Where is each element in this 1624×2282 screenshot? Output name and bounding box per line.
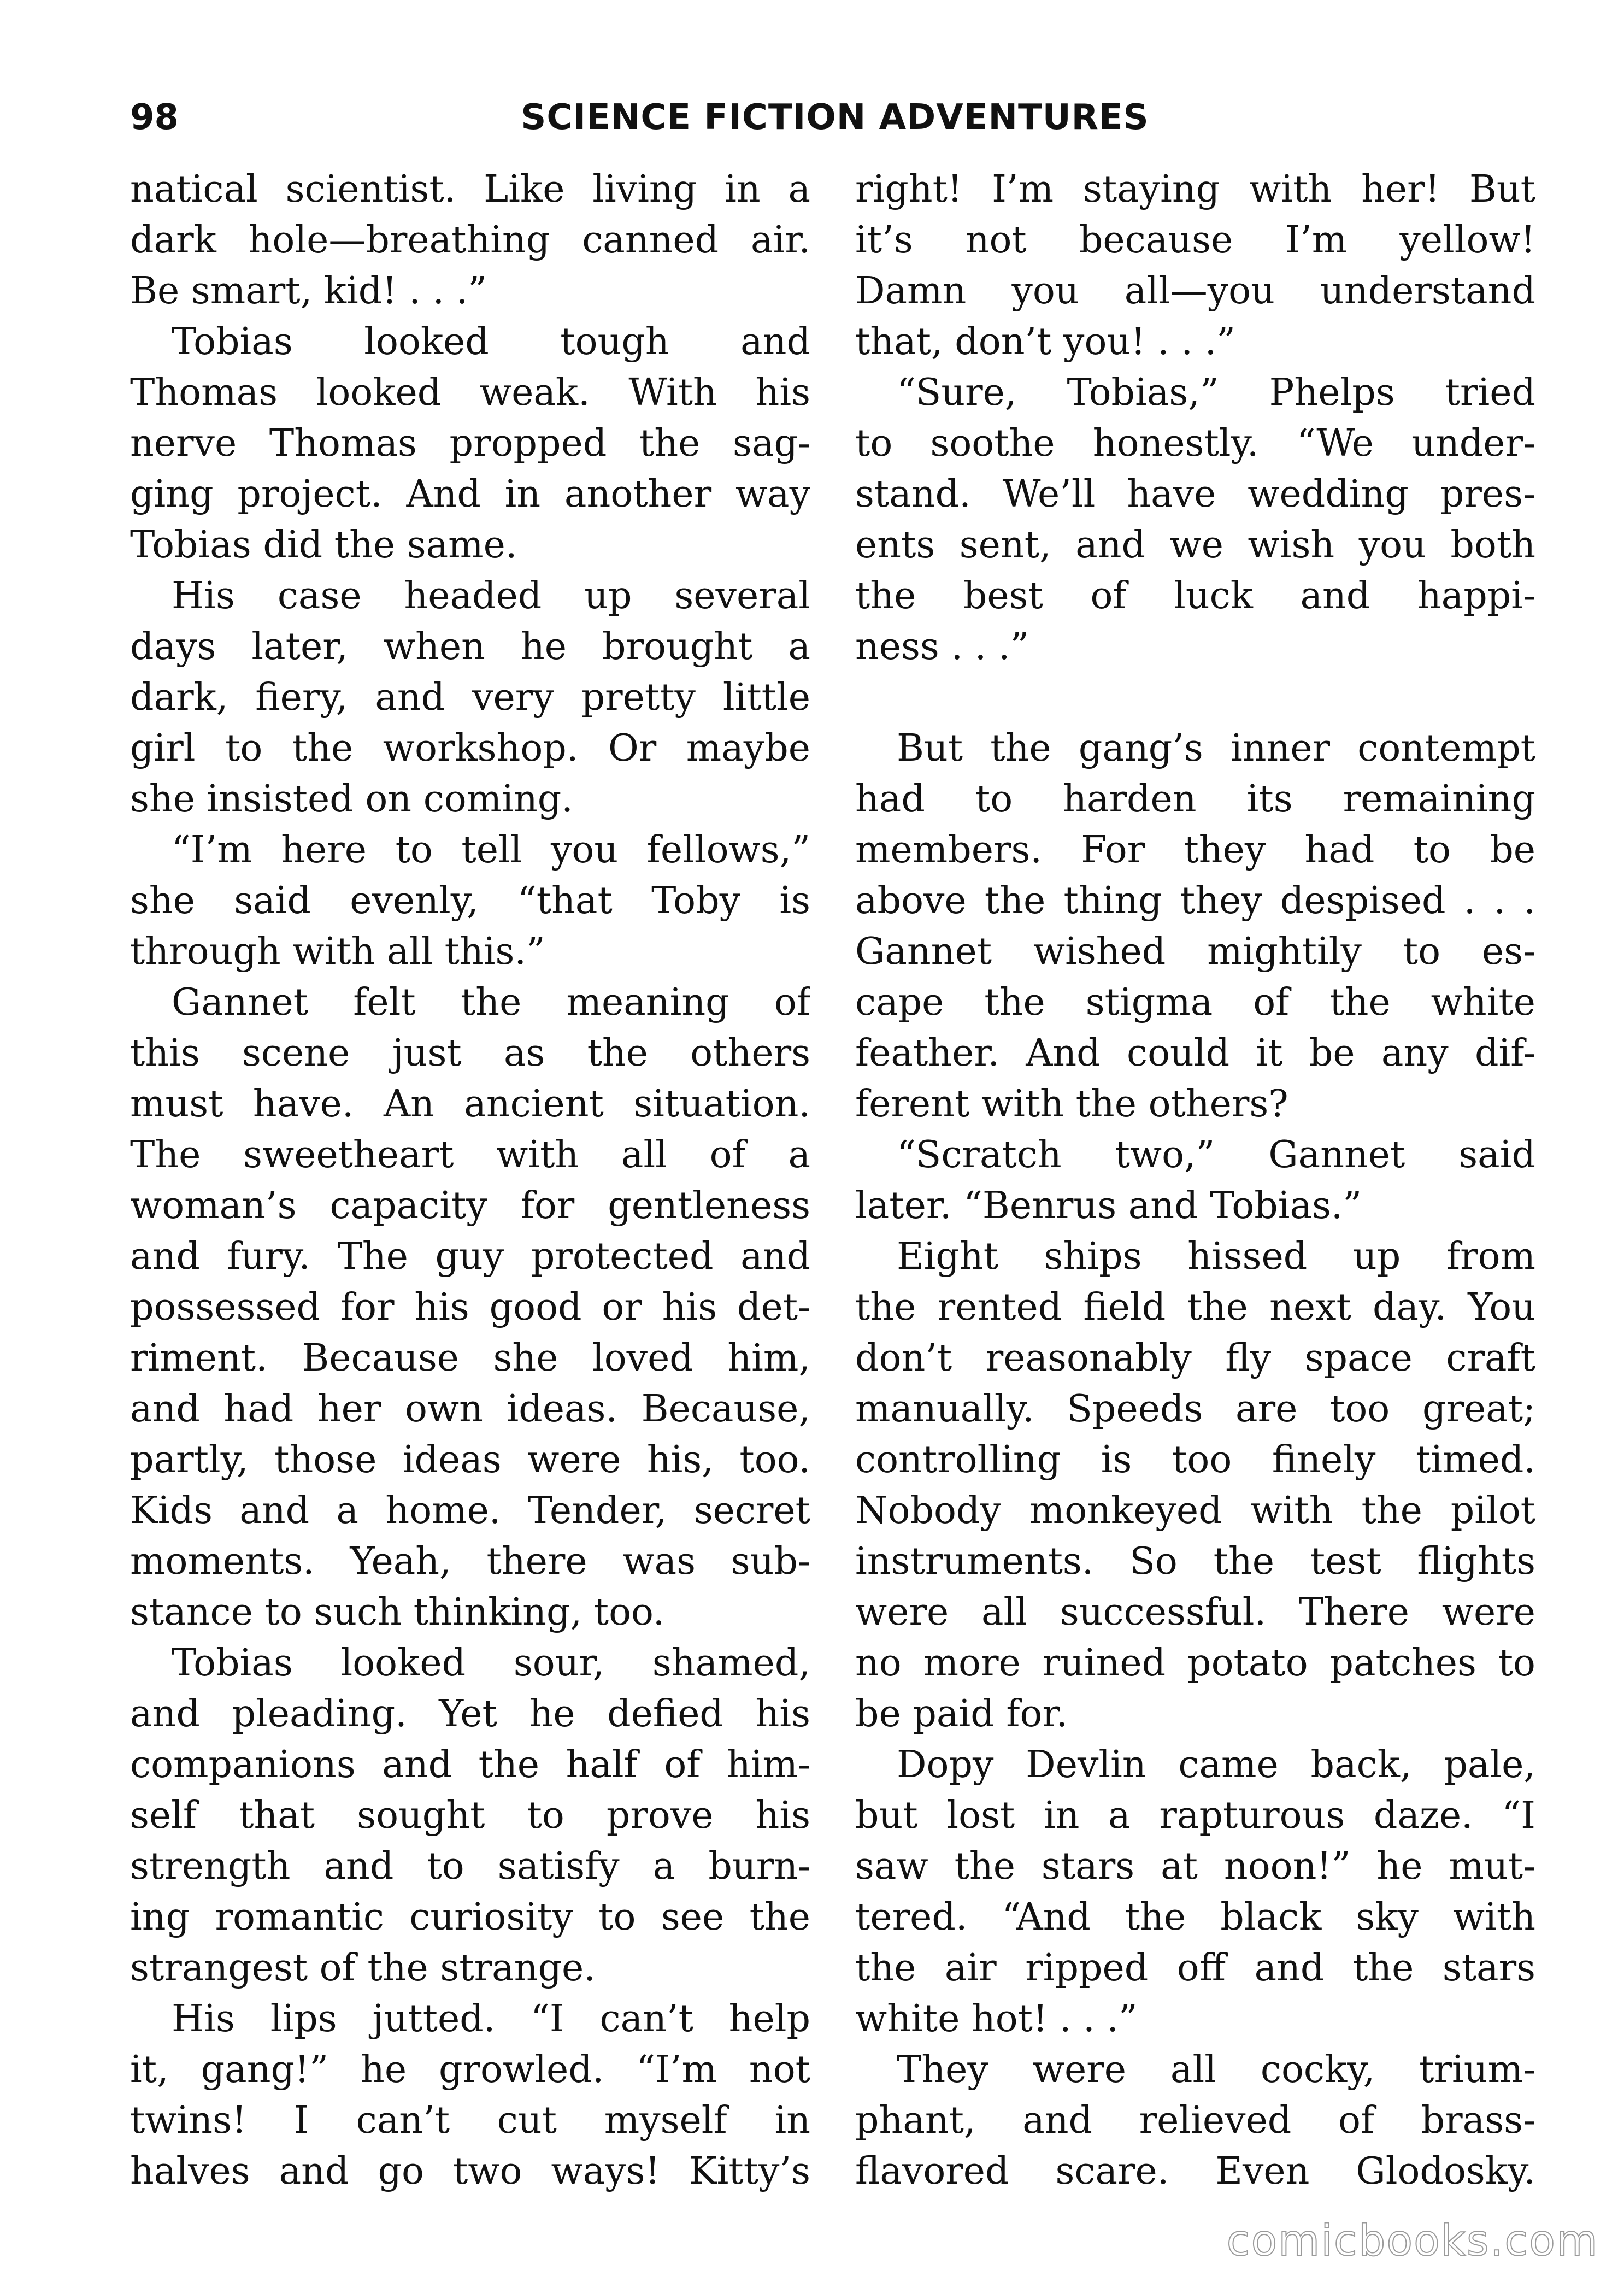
text-line: she insisted on coming. <box>130 778 573 821</box>
text-line: be paid for. <box>855 1692 1068 1736</box>
text-line: They were all cocky, trium- <box>897 2048 1535 2091</box>
text-line: moments. Yeah, there was sub- <box>130 1540 810 1583</box>
text-line: ferent with the others? <box>855 1083 1288 1126</box>
text-line: “Scratch two,” Gannet said <box>897 1133 1535 1177</box>
text-line: to soothe honestly. “We under- <box>855 422 1535 465</box>
text-line: stand. We’ll have wedding pres- <box>855 473 1535 516</box>
text-line: right! I’m staying with her! But <box>855 168 1535 211</box>
text-line: Tobias looked tough and <box>172 320 810 363</box>
text-line: cape the stigma of the white <box>855 981 1535 1024</box>
text-line: flavored scare. Even Glodosky. <box>855 2150 1535 2193</box>
text-line: Nobody monkeyed with the pilot <box>855 1489 1535 1532</box>
text-line: had to harden its remaining <box>855 778 1535 821</box>
text-line: Dopy Devlin came back, pale, <box>897 1743 1535 1786</box>
text-line: don’t reasonably fly space craft <box>855 1337 1535 1380</box>
text-line: that, don’t you! . . .” <box>855 320 1235 363</box>
text-line: natical scientist. Like living in a <box>130 168 810 211</box>
text-line: and pleading. Yet he defied his <box>130 1692 810 1736</box>
text-line: strength and to satisfy a burn- <box>130 1845 810 1888</box>
text-line: Kids and a home. Tender, secret <box>130 1489 810 1532</box>
text-line: Be smart, kid! . . .” <box>130 269 487 313</box>
text-line: she said evenly, “that Toby is <box>130 879 810 922</box>
text-line: tered. “And the black sky with <box>855 1896 1535 1939</box>
text-line: and had her own ideas. Because, <box>130 1387 810 1431</box>
text-line: feather. And could it be any dif- <box>855 1032 1535 1075</box>
text-line: His lips jutted. “I can’t help <box>172 1997 810 2040</box>
text-line: But the gang’s inner contempt <box>897 727 1535 770</box>
text-line: Damn you all—you understand <box>855 269 1535 313</box>
right-text-column <box>855 164 1535 2197</box>
text-line: Tobias did the same. <box>130 524 517 567</box>
text-line: but lost in a rapturous daze. “I <box>855 1794 1535 1837</box>
text-line: ness . . .” <box>855 625 1029 668</box>
text-line: white hot! . . .” <box>855 1997 1138 2040</box>
text-line: Gannet wished mightily to es- <box>855 930 1535 973</box>
text-line: dark, fiery, and very pretty little <box>130 676 810 719</box>
text-line: ents sent, and we wish you both <box>855 524 1535 567</box>
text-line: “Sure, Tobias,” Phelps tried <box>897 371 1535 414</box>
page-number: 98 <box>130 97 179 138</box>
text-line: saw the stars at noon!” he mut- <box>855 1845 1535 1888</box>
text-line: Gannet felt the meaning of <box>172 981 810 1024</box>
text-line: possessed for his good or his det- <box>130 1286 810 1329</box>
text-line: phant, and relieved of brass- <box>855 2099 1535 2142</box>
text-line: above the thing they despised . . . <box>855 879 1535 922</box>
text-line: no more ruined potato patches to <box>855 1642 1535 1685</box>
text-line: strangest of the strange. <box>130 1946 596 1990</box>
text-line: this scene just as the others <box>130 1032 810 1075</box>
text-line: woman’s capacity for gentleness <box>130 1184 810 1227</box>
text-line: ing romantic curiosity to see the <box>130 1896 810 1939</box>
text-line: the best of luck and happi- <box>855 574 1535 617</box>
running-title: SCIENCE FICTION ADVENTURES <box>521 97 1149 138</box>
text-line: nerve Thomas propped the sag- <box>130 422 810 465</box>
text-line: must have. An ancient situation. <box>130 1083 810 1126</box>
text-line: controlling is too finely timed. <box>855 1438 1535 1481</box>
text-line: it, gang!” he growled. “I’m not <box>130 2048 810 2091</box>
text-line: Eight ships hissed up from <box>897 1235 1535 1278</box>
text-line: self that sought to prove his <box>130 1794 810 1837</box>
text-line: instruments. So the test flights <box>855 1540 1535 1583</box>
text-line: partly, those ideas were his, too. <box>130 1438 810 1481</box>
text-line: companions and the half of him- <box>130 1743 810 1786</box>
text-line: riment. Because she loved him, <box>130 1337 810 1380</box>
text-line: manually. Speeds are too great; <box>855 1387 1535 1431</box>
text-line: “I’m here to tell you fellows,” <box>172 828 810 872</box>
text-line: stance to such thinking, too. <box>130 1591 665 1634</box>
text-line: halves and go two ways! Kitty’s <box>130 2150 810 2193</box>
text-line: twins! I can’t cut myself in <box>130 2099 810 2142</box>
text-line: it’s not because I’m yellow! <box>855 219 1535 262</box>
page-header <box>130 90 1540 145</box>
text-line: Tobias looked sour, shamed, <box>172 1642 810 1685</box>
text-line: the rented field the next day. You <box>855 1286 1535 1329</box>
section-break <box>855 672 1535 723</box>
left-text-column <box>130 164 810 2197</box>
text-line: dark hole—breathing canned air. <box>130 219 810 262</box>
text-line: The sweetheart with all of a <box>130 1133 810 1177</box>
text-line: Thomas looked weak. With his <box>130 371 810 414</box>
text-line: and fury. The guy protected and <box>130 1235 810 1278</box>
text-line: days later, when he brought a <box>130 625 810 668</box>
text-line: ging project. And in another way <box>130 473 810 516</box>
text-line: girl to the workshop. Or maybe <box>130 727 810 770</box>
watermark: comicbooks.com <box>1226 2216 1599 2266</box>
text-line: the air ripped off and the stars <box>855 1946 1535 1990</box>
text-line: were all successful. There were <box>855 1591 1535 1634</box>
text-line: through with all this.” <box>130 930 545 973</box>
text-line: His case headed up several <box>172 574 810 617</box>
text-line: members. For they had to be <box>855 828 1535 872</box>
text-line: later. “Benrus and Tobias.” <box>855 1184 1362 1227</box>
